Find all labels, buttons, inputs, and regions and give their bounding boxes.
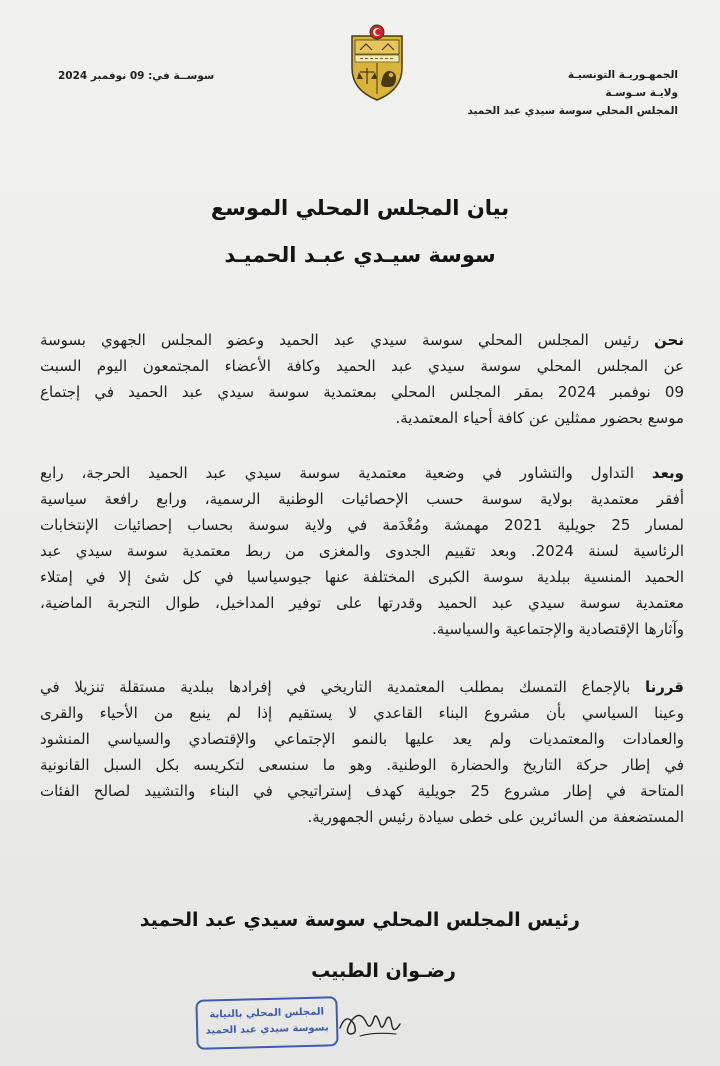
paragraph-line-text: بالإجماع التمسك بمطلب المعتمدية التاريخي في إفرادها ببلدية مستقلة تنزيلا في: [40, 678, 645, 696]
paragraph-line: [40, 327, 684, 353]
paragraph-line: في إطار حركة التاريخ والحضارة الوطنية. وهو ما سنسعى لتكريسه بكل السبل القانونية: [40, 756, 684, 774]
paragraph-line: الحميد المنسية ببلدية سوسة الكبرى المختلفة عنها جيوسياسيا في كل شئ إلا في إمتلاء: [40, 568, 684, 586]
paragraph-line: وعينا السياسي بأن مشروع البناء القاعدي لا يستقيم إذا لم ينبع من الأحياء والقرى: [40, 704, 684, 722]
tunisia-coat-of-arms-icon: [346, 24, 408, 102]
official-stamp: [195, 996, 338, 1050]
paragraph-line: 09 نوفمبر 2024 بمقر المجلس المحلي بمعتمدية سوسة سيدي عبد الحميد في إجتماع: [40, 383, 684, 401]
paragraph-line: موسع بحضور ممثلين عن كافة أحياء المعتمدية.: [395, 409, 684, 427]
paragraph-lead: وبعد: [651, 464, 684, 482]
paragraph-deliberation: [40, 460, 684, 642]
header-line-council: المجلس المحلي سوسة سيدي عبد الحميد: [467, 105, 678, 117]
paragraph-lead: نحن: [654, 331, 684, 349]
paragraph-line: معتمدية سوسة سيدي عبد الحميد وقدرتها على توفير المداخيل، طوال التجربة الماضية،: [40, 594, 684, 612]
issuer-header: [467, 66, 678, 120]
paragraph-line-text: التداول والتشاور في وضعية معتمدية سوسة سيدي عبد الحميد الحرجة، رابع: [40, 464, 652, 482]
header-line-governorate: ولايـة سـوسـة: [605, 87, 678, 99]
paragraph-decision: [40, 674, 684, 830]
paragraph-line: [40, 674, 684, 700]
stamp-line: بسوسة سيدي عبد الحميد: [205, 1022, 329, 1037]
handwritten-signature-icon: [336, 1004, 406, 1044]
signatory-name: رضـوان الطبيب: [311, 960, 456, 982]
paragraph-line: أفقر معتمدية بولاية سوسة حسب الإحصائيات الوطنية الرسمية، ورابع رافعة سياسية: [40, 490, 684, 508]
stamp-line: المجلس المحلي بالنيابة: [209, 1006, 325, 1021]
document-date: سوســة في: 09 نوفمبر 2024: [58, 70, 215, 82]
paragraph-line: عن المجلس المحلي سوسة سيدي عبد الحميد وكافة الأعضاء المجتمعون اليوم السبت: [40, 357, 684, 375]
paragraph-line: الرئاسية لسنة 2024. وبعد تقييم الجدوى والمغزى من ربط معتمدية سوسة سيدي عبد: [40, 542, 684, 560]
paragraph-line: وآثارها الإقتصادية والإجتماعية والسياسية.: [432, 620, 684, 638]
paragraph-line: المستضعفة من السائرين على خطى سيادة رئيس الجمهورية.: [307, 808, 684, 826]
signatory-title: رئيس المجلس المحلي سوسة سيدي عبد الحميد: [139, 909, 580, 931]
paragraph-line: والعمادات والمعتمديات ولم يعد عليها بالنمو الإجتماعي والإقتصادي والسياسي المنشود: [40, 730, 684, 748]
paragraph-line-text: رئيس المجلس المحلي سوسة سيدي عبد الحميد وعضو المجلس الجهوي بسوسة: [40, 331, 655, 349]
paragraph-lead: قررنا: [644, 678, 684, 696]
paragraph-line: المتاحة في إطار مشروع 25 جويلية كهدف إستراتيجي في البناء والتشييد لصالح الفئات: [40, 782, 684, 800]
paragraph-line: [40, 460, 684, 486]
paragraph-intro: [40, 327, 684, 431]
statement-subtitle: سوسة سيـدي عبـد الحميـد: [224, 243, 496, 267]
statement-title: بيان المجلس المحلي الموسع: [210, 196, 510, 220]
paragraph-line: لمسار 25 جويلية 2021 مهمشة ومُغْدَمة في ولاية سوسة بحساب إحصائيات الإنتخابات: [40, 516, 684, 534]
header-line-republic: الجمهـوريـة التونسيـة: [567, 69, 678, 81]
